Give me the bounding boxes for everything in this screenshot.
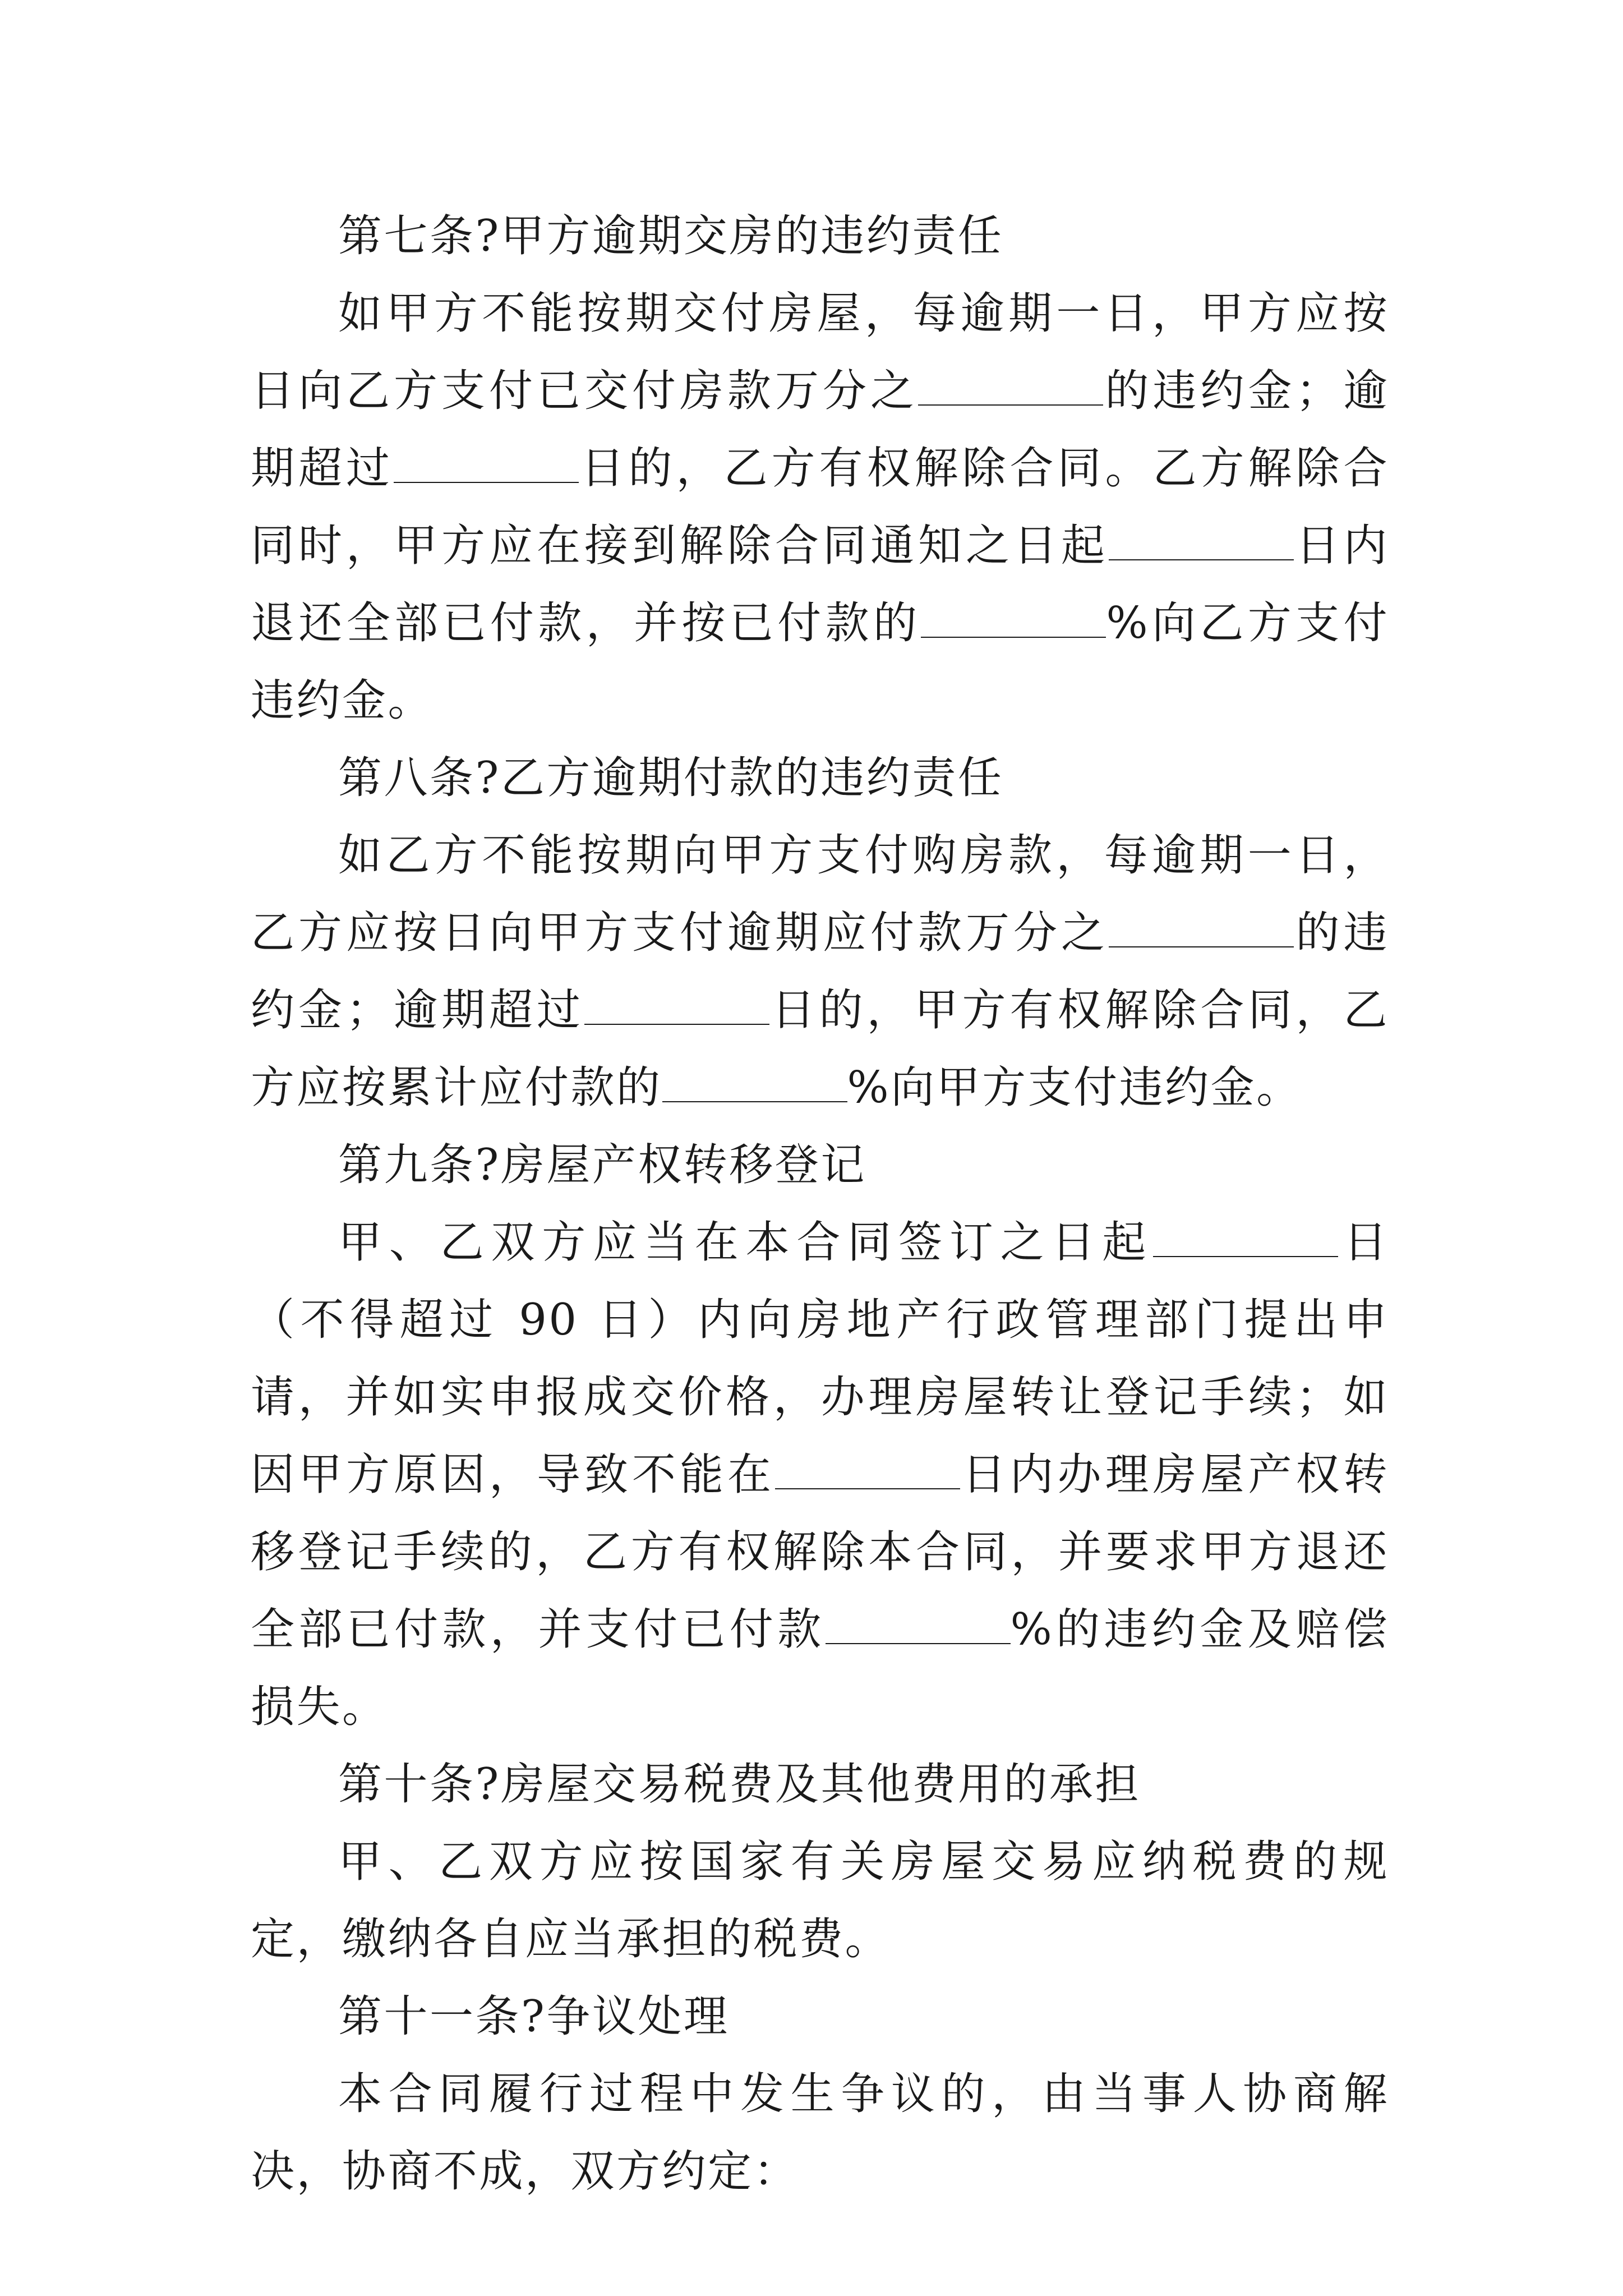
article-11-paragraph: 本合同履行过程中发生争议的，由当事人协商解决，协商不成，双方约定： — [251, 2069, 1389, 2197]
article-8-text-4: %向甲方支付违约金。 — [847, 1062, 1302, 1113]
article-8-text-2: 的违约金；逾期超过 — [251, 908, 1389, 1036]
article-8-heading: 第八条?乙方逾期付款的违约责任 — [338, 753, 1004, 803]
fill-blank — [775, 1447, 960, 1489]
article-7-heading: 第七条?甲方逾期交房的违约责任 — [338, 211, 1004, 261]
fill-blank — [1109, 518, 1294, 560]
article-7-text-1: 如甲方不能按期交付房屋，每逾期一日，甲方应按日向乙方支付已交付房款万分之 — [251, 288, 1389, 416]
article-9-text-3: 日内办理房屋产权转移登记手续的，乙方有权解除本合同，并要求甲方退还全部已付款，并支付已付款 — [251, 1450, 1389, 1655]
fill-blank — [1153, 1214, 1338, 1257]
fill-blank — [1109, 905, 1294, 947]
article-8-text-3: 日的，甲方有权解除合同，乙方应按累计应付款的 — [251, 985, 1389, 1113]
article-7-text-2: 的违约金；逾期超过 — [251, 366, 1389, 494]
article-7-text-3: 日的，乙方有权解除合同。乙方解除合同时，甲方应在接到解除合同通知之日起 — [251, 443, 1389, 571]
article-7-text-5: %向乙方支付违约金。 — [251, 598, 1389, 726]
article-9-heading: 第九条?房屋产权转移登记 — [338, 1140, 866, 1190]
fill-blank — [918, 363, 1103, 406]
contract-body — [251, 197, 1389, 2210]
article-9-text-4: %的违约金及赔偿损失。 — [251, 1604, 1389, 1732]
article-7-paragraph — [251, 275, 1389, 739]
article-8-paragraph — [251, 817, 1389, 1126]
article-9-text-1: 甲、乙双方应当在本合同签订之日起 — [338, 1217, 1154, 1268]
fill-blank — [662, 1060, 847, 1102]
fill-blank — [394, 440, 579, 483]
article-10-paragraph: 甲、乙双方应按国家有关房屋交易应纳税费的规定，缴纳各自应当承担的税费。 — [251, 1837, 1389, 1964]
article-7-text-4: 日内退还全部已付款，并按已付款的 — [251, 521, 1389, 648]
article-9-text-2: 日（不得超过 90 日）内向房地产行政管理部门提出申请，并如实申报成交价格，办理房屋转让登记手续；如因甲方原因，导致不能在 — [251, 1217, 1389, 1500]
fill-blank — [921, 595, 1106, 638]
article-10-heading: 第十条?房屋交易税费及其他费用的承担 — [338, 1759, 1141, 1810]
article-9-paragraph — [251, 1204, 1389, 1746]
fill-blank — [584, 982, 769, 1025]
article-8-text-1: 如乙方不能按期向甲方支付购房款，每逾期一日，乙方应按日向甲方支付逾期应付款万分之 — [251, 830, 1389, 958]
fill-blank — [826, 1602, 1011, 1644]
article-11-heading: 第十一条?争议处理 — [338, 1991, 730, 2042]
